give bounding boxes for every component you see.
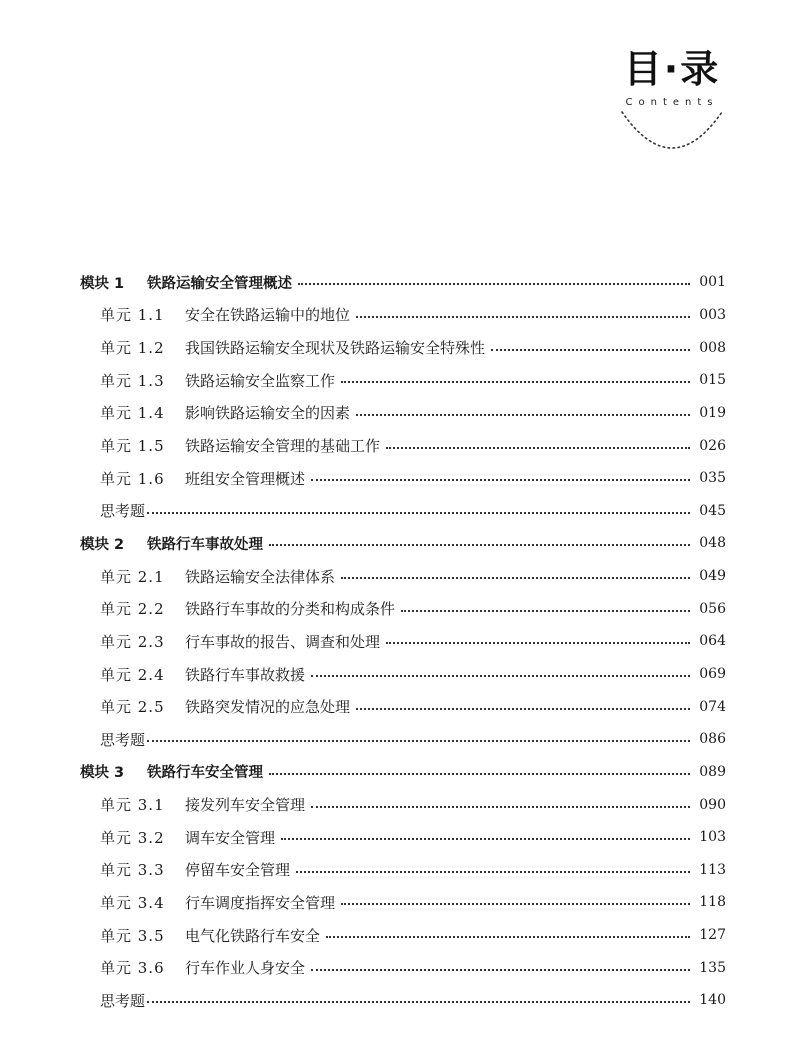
toc-page-number: 056 — [699, 600, 726, 617]
toc-page-number: 019 — [699, 404, 726, 421]
toc-page-number: 064 — [699, 633, 726, 650]
toc-page-number: 140 — [699, 992, 726, 1009]
toc-module-entry[interactable] — [80, 756, 726, 789]
toc-module-entry[interactable] — [80, 527, 726, 560]
dot-leader — [341, 577, 690, 579]
toc-entry-label: 单元 1.2 — [100, 339, 165, 358]
toc-entry-title: 铁路行车事故救援 — [185, 665, 306, 684]
toc-page-number: 103 — [699, 829, 726, 846]
dot-leader — [269, 773, 690, 775]
toc-entry-label: 单元 3.6 — [100, 959, 165, 978]
toc-unit-entry[interactable] — [80, 560, 726, 593]
dot-leader — [296, 871, 690, 873]
toc-entry-title: 铁路行车事故处理 — [147, 536, 263, 553]
toc-entry-label: 单元 3.1 — [100, 796, 165, 815]
page-title: 目·录 — [623, 47, 721, 91]
toc-unit-entry[interactable] — [80, 886, 726, 919]
toc-entry-title: 思考题 — [100, 730, 146, 749]
toc-unit-entry[interactable] — [80, 625, 726, 658]
toc-page-number: 001 — [699, 274, 726, 291]
dot-leader — [356, 316, 690, 318]
toc-entry-title: 行车作业人身安全 — [185, 959, 306, 978]
toc-unit-entry[interactable] — [80, 397, 726, 430]
toc-questions-entry[interactable] — [80, 494, 726, 527]
toc-entry-title: 停留车安全管理 — [185, 861, 291, 880]
toc-page-number: 127 — [699, 927, 726, 944]
dot-leader — [281, 838, 690, 840]
toc-page-number: 035 — [699, 470, 726, 487]
toc-entry-title: 思考题 — [100, 991, 146, 1010]
page-header — [0, 0, 790, 200]
toc-unit-entry[interactable] — [80, 364, 726, 397]
toc-entry-title: 铁路行车安全管理 — [147, 765, 263, 782]
dot-leader — [341, 903, 690, 905]
toc-entry-title: 铁路运输安全法律体系 — [185, 567, 336, 586]
toc-entry-label: 单元 1.1 — [100, 306, 165, 325]
toc-entry-label: 单元 2.5 — [100, 698, 165, 717]
toc-page-number: 069 — [699, 666, 726, 682]
toc-page-number: 089 — [699, 763, 726, 780]
toc-module-entry[interactable] — [80, 266, 726, 299]
toc-entry-label: 单元 1.5 — [100, 437, 165, 456]
dot-leader — [147, 740, 690, 742]
toc-unit-entry[interactable] — [80, 299, 726, 332]
toc-entry-title: 行车调度指挥安全管理 — [185, 893, 336, 912]
toc-entry-label: 单元 3.5 — [100, 926, 165, 945]
toc-entry-label: 单元 3.3 — [100, 861, 165, 880]
toc-unit-entry[interactable] — [80, 690, 726, 723]
dot-leader — [401, 610, 690, 612]
toc-unit-entry[interactable] — [80, 788, 726, 821]
dot-leader — [326, 936, 690, 938]
toc-page-number: 113 — [699, 861, 726, 878]
toc-page-number: 008 — [699, 339, 726, 356]
toc-page-number: 003 — [699, 306, 726, 323]
toc-entry-title: 调车安全管理 — [185, 828, 276, 847]
toc-questions-entry[interactable] — [80, 984, 726, 1017]
dot-leader — [311, 806, 690, 808]
dot-leader — [298, 283, 690, 285]
toc-entry-title: 思考题 — [100, 502, 146, 521]
toc-page-number: 074 — [699, 698, 726, 715]
toc-questions-entry[interactable] — [80, 723, 726, 756]
toc-entry-label: 单元 1.4 — [100, 404, 165, 423]
toc-entry-title: 铁路行车事故的分类和构成条件 — [185, 600, 396, 619]
toc-entry-title: 行车事故的报告、调查和处理 — [185, 632, 381, 651]
toc-entry-label: 模块 2 — [80, 536, 125, 553]
toc-entry-label: 单元 2.1 — [100, 567, 165, 586]
toc-entry-title: 电气化铁路行车安全 — [185, 926, 321, 945]
dot-leader — [311, 479, 690, 481]
toc-entry-label: 单元 1.6 — [100, 469, 165, 488]
toc-unit-entry[interactable] — [80, 821, 726, 854]
toc-entry-label: 单元 1.3 — [100, 371, 165, 390]
toc-unit-entry[interactable] — [80, 462, 726, 495]
dot-leader — [341, 381, 690, 383]
toc-entry-title: 铁路运输安全监察工作 — [185, 371, 336, 390]
toc-page-number: 118 — [699, 894, 726, 911]
table-of-contents — [80, 266, 726, 1017]
toc-entry-title: 我国铁路运输安全现状及铁路运输安全特殊性 — [185, 339, 486, 358]
dot-leader — [147, 1001, 690, 1003]
toc-entry-label: 单元 2.2 — [100, 600, 165, 619]
dot-leader — [356, 414, 690, 416]
toc-unit-entry[interactable] — [80, 592, 726, 625]
toc-entry-label: 模块 3 — [80, 765, 125, 782]
toc-entry-label: 单元 3.2 — [100, 828, 165, 847]
toc-unit-entry[interactable] — [80, 854, 726, 887]
toc-unit-entry[interactable] — [80, 331, 726, 364]
toc-entry-title: 铁路运输安全管理的基础工作 — [185, 437, 381, 456]
toc-page-number: 135 — [699, 959, 726, 976]
toc-page-number: 090 — [699, 796, 726, 813]
dot-leader — [386, 642, 690, 644]
toc-entry-label: 单元 2.3 — [100, 632, 165, 651]
dot-leader — [311, 969, 690, 971]
toc-entry-title: 班组安全管理概述 — [185, 469, 306, 488]
dot-leader — [269, 544, 690, 546]
toc-unit-entry[interactable] — [80, 429, 726, 462]
toc-entry-title: 铁路突发情况的应急处理 — [185, 698, 351, 717]
toc-page-number: 048 — [699, 535, 726, 552]
toc-entry-label: 模块 1 — [80, 275, 125, 292]
toc-entry-title: 影响铁路运输安全的因素 — [185, 404, 351, 423]
dotted-arc-decoration — [618, 108, 726, 156]
toc-unit-entry[interactable] — [80, 919, 726, 952]
toc-entry-title: 安全在铁路运输中的地位 — [185, 306, 351, 325]
dot-leader — [386, 447, 690, 449]
toc-entry-label: 单元 2.4 — [100, 665, 165, 684]
toc-entry-title: 铁路运输安全管理概述 — [147, 275, 292, 292]
toc-page-number: 015 — [699, 372, 726, 389]
toc-page-number: 086 — [699, 731, 726, 748]
toc-unit-entry[interactable] — [80, 658, 726, 691]
dot-leader — [311, 675, 690, 677]
dot-leader — [147, 512, 690, 514]
toc-entry-label: 单元 3.4 — [100, 893, 165, 912]
toc-page-number: 049 — [699, 568, 726, 585]
toc-unit-entry[interactable] — [80, 951, 726, 984]
page-subtitle: Contents — [625, 97, 719, 108]
dot-leader — [491, 349, 690, 351]
toc-page-number: 045 — [699, 502, 726, 519]
toc-entry-title: 接发列车安全管理 — [185, 796, 306, 815]
dot-leader — [356, 708, 690, 710]
toc-page-number: 026 — [699, 437, 726, 454]
